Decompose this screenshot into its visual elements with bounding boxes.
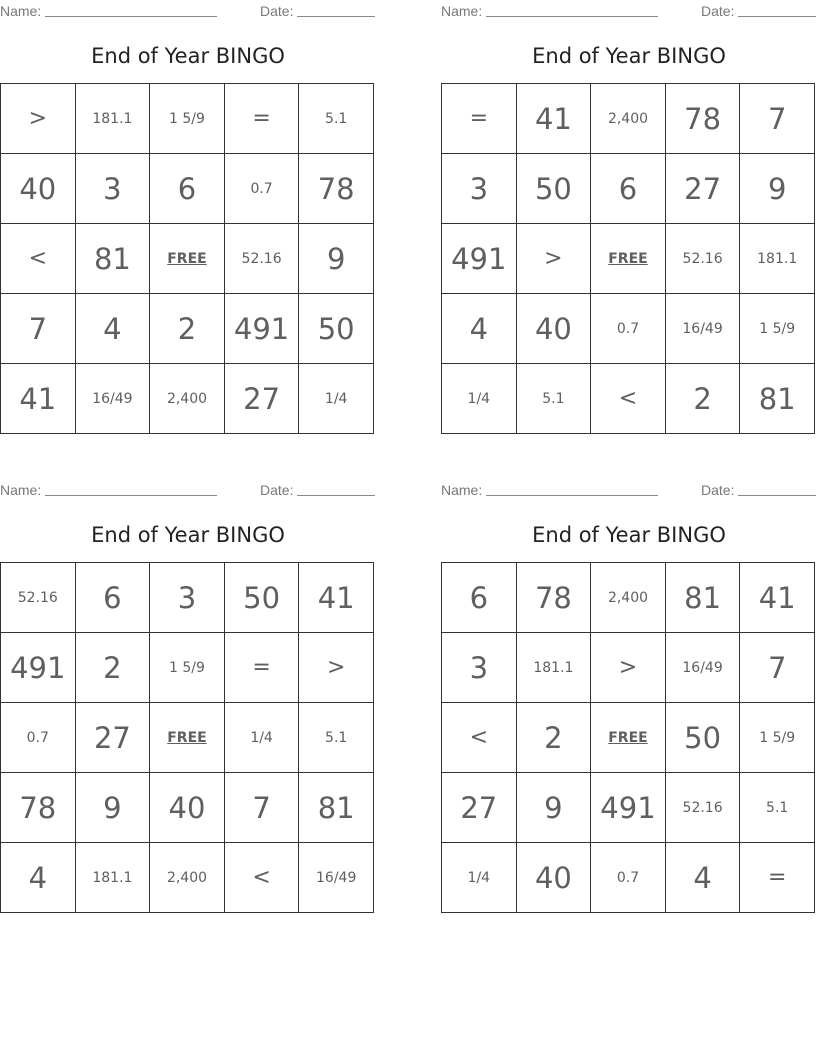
bingo-cell[interactable]: 2 <box>516 703 591 773</box>
grid-row <box>1 84 374 154</box>
bingo-cell[interactable]: < <box>442 703 517 773</box>
bingo-cell[interactable]: 491 <box>1 633 76 703</box>
grid-row <box>1 154 374 224</box>
bingo-cell[interactable]: 1 5/9 <box>740 294 815 364</box>
bingo-cell[interactable]: 78 <box>665 84 740 154</box>
bingo-cell[interactable]: > <box>516 224 591 294</box>
grid-row <box>442 773 815 843</box>
bingo-cell[interactable]: = <box>224 633 299 703</box>
card-header <box>0 481 376 499</box>
bingo-cell[interactable]: < <box>224 843 299 913</box>
bingo-cell[interactable]: 2,400 <box>591 563 666 633</box>
bingo-cell[interactable]: 9 <box>516 773 591 843</box>
bingo-cell[interactable]: 52.16 <box>665 224 740 294</box>
bingo-cell[interactable]: 41 <box>740 563 815 633</box>
name-blank-line[interactable] <box>486 495 658 496</box>
name-label: Name: <box>441 3 483 19</box>
bingo-grid <box>0 562 374 913</box>
bingo-cell[interactable]: 181.1 <box>516 633 591 703</box>
bingo-cell[interactable]: 52.16 <box>1 563 76 633</box>
bingo-cell[interactable]: 1/4 <box>442 843 517 913</box>
grid-row <box>1 294 374 364</box>
bingo-cell[interactable]: 5.1 <box>299 84 374 154</box>
grid-row <box>1 633 374 703</box>
bingo-cell[interactable]: 3 <box>75 154 150 224</box>
bingo-cell[interactable]: 27 <box>224 364 299 434</box>
grid-row <box>1 224 374 294</box>
bingo-cell[interactable]: 52.16 <box>665 773 740 843</box>
bingo-cell[interactable]: 2,400 <box>150 364 225 434</box>
bingo-card <box>0 479 376 919</box>
bingo-cell[interactable]: 0.7 <box>591 294 666 364</box>
bingo-cell[interactable]: 50 <box>516 154 591 224</box>
bingo-grid <box>441 562 815 913</box>
name-blank-line[interactable] <box>45 495 217 496</box>
bingo-cell[interactable]: 3 <box>442 154 517 224</box>
grid-row <box>1 703 374 773</box>
bingo-cell[interactable]: 7 <box>1 294 76 364</box>
bingo-card <box>441 479 816 919</box>
bingo-cell[interactable]: 9 <box>299 224 374 294</box>
bingo-cell[interactable]: 7 <box>224 773 299 843</box>
bingo-cell[interactable]: 81 <box>75 224 150 294</box>
bingo-cell[interactable]: 4 <box>442 294 517 364</box>
date-label: Date: <box>260 482 294 498</box>
bingo-cell[interactable]: 3 <box>150 563 225 633</box>
bingo-cell[interactable]: 40 <box>516 843 591 913</box>
grid-row <box>442 224 815 294</box>
bingo-cell[interactable]: 1/4 <box>299 364 374 434</box>
grid-row <box>442 364 815 434</box>
bingo-grid <box>0 83 374 434</box>
name-label: Name: <box>0 3 42 19</box>
card-header <box>0 2 376 20</box>
bingo-cell[interactable]: 27 <box>665 154 740 224</box>
bingo-cell[interactable]: 181.1 <box>740 224 815 294</box>
bingo-cell[interactable]: = <box>740 843 815 913</box>
bingo-cell[interactable]: < <box>591 364 666 434</box>
bingo-cell[interactable]: 81 <box>740 364 815 434</box>
grid-row <box>1 773 374 843</box>
date-blank-line[interactable] <box>297 16 375 17</box>
grid-row <box>442 843 815 913</box>
bingo-card <box>0 0 376 440</box>
bingo-cell[interactable]: 5.1 <box>299 703 374 773</box>
bingo-cell[interactable]: 78 <box>299 154 374 224</box>
free-space[interactable]: FREE <box>150 703 225 773</box>
bingo-cell[interactable]: 1/4 <box>442 364 517 434</box>
bingo-cell[interactable]: 1 5/9 <box>150 633 225 703</box>
bingo-cell[interactable]: 7 <box>740 84 815 154</box>
name-label: Name: <box>441 482 483 498</box>
bingo-cell[interactable]: 6 <box>150 154 225 224</box>
bingo-cell[interactable]: 41 <box>1 364 76 434</box>
free-space[interactable]: FREE <box>591 224 666 294</box>
name-blank-line[interactable] <box>486 16 658 17</box>
bingo-cell[interactable]: 40 <box>150 773 225 843</box>
bingo-cell[interactable]: 4 <box>1 843 76 913</box>
bingo-cell[interactable]: 2,400 <box>150 843 225 913</box>
bingo-cell[interactable]: 181.1 <box>75 84 150 154</box>
date-label: Date: <box>701 3 735 19</box>
bingo-cell[interactable]: 181.1 <box>75 843 150 913</box>
name-blank-line[interactable] <box>45 16 217 17</box>
grid-row <box>1 563 374 633</box>
bingo-cell[interactable]: 491 <box>442 224 517 294</box>
bingo-cell[interactable]: 4 <box>665 843 740 913</box>
date-blank-line[interactable] <box>297 495 375 496</box>
bingo-cell[interactable]: > <box>1 84 76 154</box>
grid-row <box>442 294 815 364</box>
bingo-cell[interactable]: 7 <box>740 633 815 703</box>
card-title: End of Year BINGO <box>91 523 285 547</box>
bingo-cell[interactable]: 52.16 <box>224 224 299 294</box>
date-label: Date: <box>701 482 735 498</box>
bingo-cell[interactable]: 6 <box>442 563 517 633</box>
bingo-cell[interactable]: = <box>442 84 517 154</box>
bingo-card <box>441 0 816 440</box>
bingo-cell[interactable]: 16/49 <box>665 294 740 364</box>
name-label: Name: <box>0 482 42 498</box>
bingo-cell[interactable]: 1/4 <box>224 703 299 773</box>
bingo-cell[interactable]: 9 <box>75 773 150 843</box>
card-title: End of Year BINGO <box>532 523 726 547</box>
date-label: Date: <box>260 3 294 19</box>
bingo-cell[interactable]: 41 <box>299 563 374 633</box>
bingo-cell[interactable]: 0.7 <box>1 703 76 773</box>
bingo-cell[interactable]: 4 <box>75 294 150 364</box>
grid-row <box>442 154 815 224</box>
grid-row <box>1 364 374 434</box>
card-title: End of Year BINGO <box>532 44 726 68</box>
bingo-cell[interactable]: 2 <box>665 364 740 434</box>
bingo-cell[interactable]: 6 <box>75 563 150 633</box>
bingo-cell[interactable]: 27 <box>442 773 517 843</box>
bingo-cell[interactable]: 5.1 <box>740 773 815 843</box>
bingo-cell[interactable]: 78 <box>516 563 591 633</box>
bingo-cell[interactable]: 3 <box>442 633 517 703</box>
date-blank-line[interactable] <box>738 495 816 496</box>
bingo-cell[interactable]: 2,400 <box>591 84 666 154</box>
card-header <box>441 2 816 20</box>
bingo-cell[interactable]: 78 <box>1 773 76 843</box>
bingo-cell[interactable]: 5.1 <box>516 364 591 434</box>
bingo-cell[interactable]: 50 <box>665 703 740 773</box>
bingo-cell[interactable]: 50 <box>299 294 374 364</box>
bingo-cell[interactable]: 81 <box>665 563 740 633</box>
grid-row <box>442 633 815 703</box>
bingo-cell[interactable]: 1 5/9 <box>740 703 815 773</box>
bingo-cell[interactable]: 491 <box>224 294 299 364</box>
grid-row <box>1 843 374 913</box>
card-title: End of Year BINGO <box>91 44 285 68</box>
free-space[interactable]: FREE <box>150 224 225 294</box>
bingo-cell[interactable]: 2 <box>75 633 150 703</box>
bingo-cell[interactable]: 9 <box>740 154 815 224</box>
bingo-cell[interactable]: 16/49 <box>299 843 374 913</box>
bingo-cell[interactable]: 16/49 <box>665 633 740 703</box>
grid-row <box>442 563 815 633</box>
bingo-cell[interactable]: 0.7 <box>591 843 666 913</box>
bingo-cell[interactable]: 16/49 <box>75 364 150 434</box>
grid-row <box>442 703 815 773</box>
bingo-cell[interactable]: 81 <box>299 773 374 843</box>
bingo-cell[interactable]: > <box>299 633 374 703</box>
bingo-cell[interactable]: 41 <box>516 84 591 154</box>
date-blank-line[interactable] <box>738 16 816 17</box>
bingo-cell[interactable]: 1 5/9 <box>150 84 225 154</box>
bingo-cell[interactable]: 27 <box>75 703 150 773</box>
bingo-grid <box>441 83 815 434</box>
free-space[interactable]: FREE <box>591 703 666 773</box>
bingo-cell[interactable]: 491 <box>591 773 666 843</box>
bingo-cell[interactable]: < <box>1 224 76 294</box>
bingo-cell[interactable]: > <box>591 633 666 703</box>
bingo-cell[interactable]: 0.7 <box>224 154 299 224</box>
card-header <box>441 481 816 499</box>
bingo-cell[interactable]: 40 <box>516 294 591 364</box>
bingo-cell[interactable]: 2 <box>150 294 225 364</box>
bingo-cell[interactable]: = <box>224 84 299 154</box>
grid-row <box>442 84 815 154</box>
bingo-cell[interactable]: 40 <box>1 154 76 224</box>
bingo-cell[interactable]: 50 <box>224 563 299 633</box>
bingo-cell[interactable]: 6 <box>591 154 666 224</box>
